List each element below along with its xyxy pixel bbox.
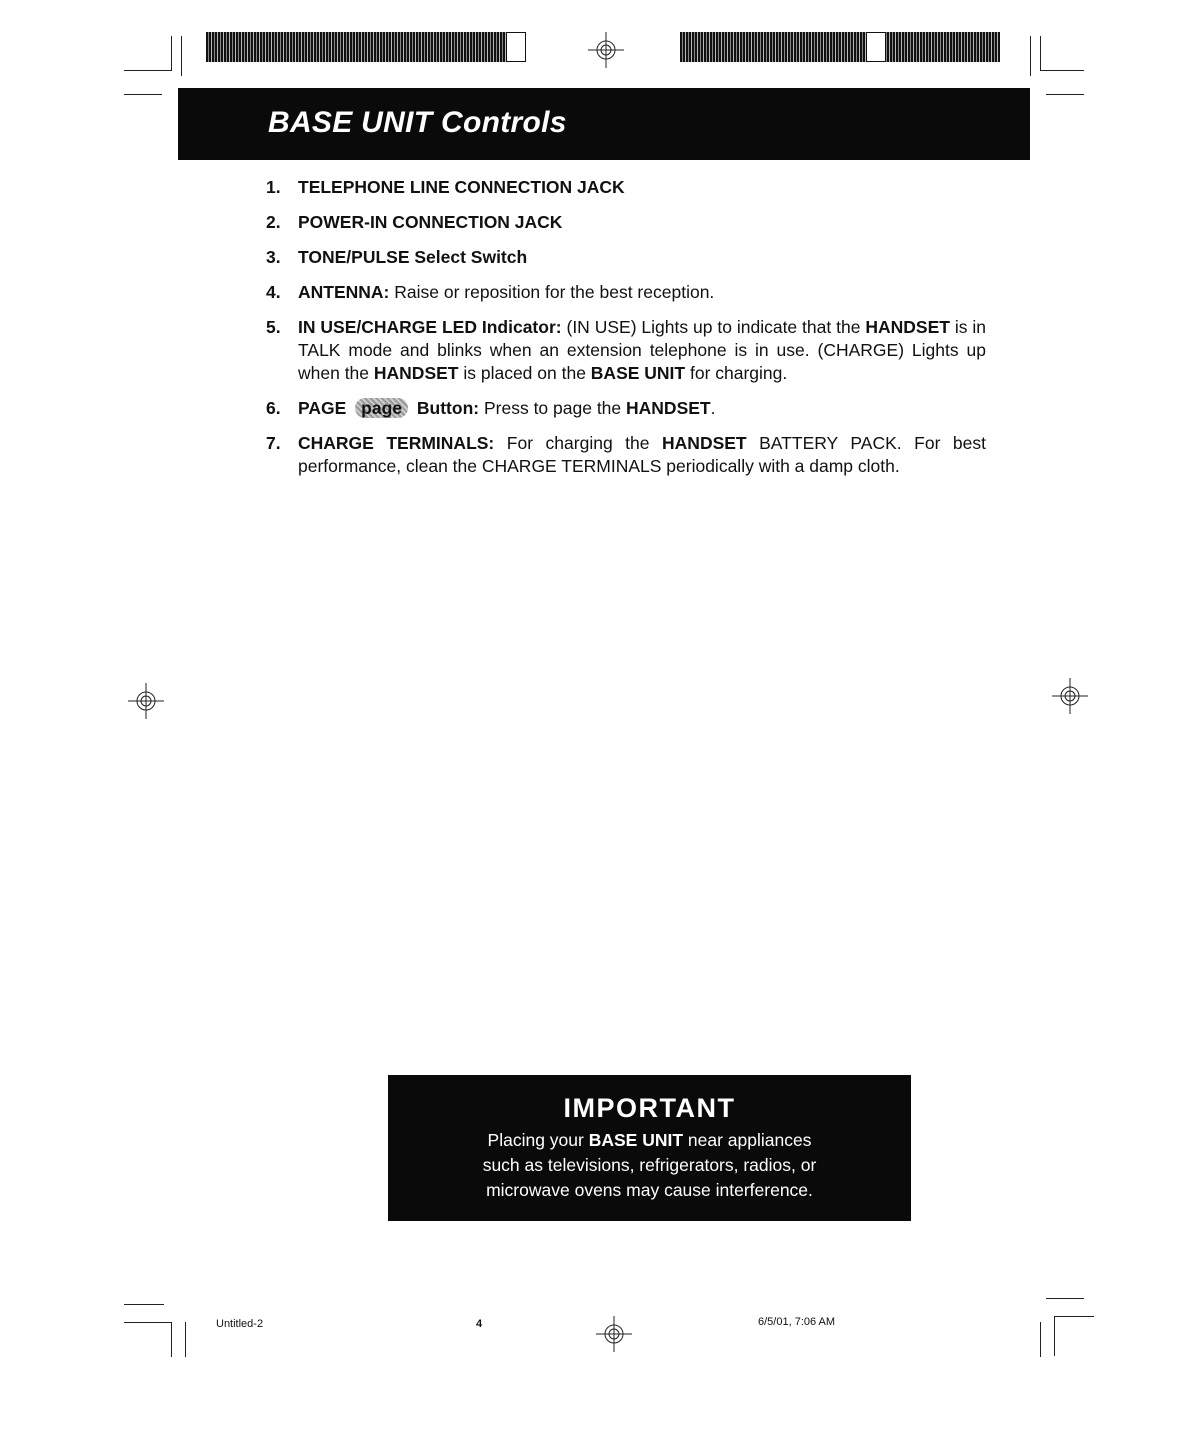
list-item	[264, 211, 986, 234]
crop-mark	[181, 36, 182, 76]
item-term: PAGE	[298, 398, 347, 418]
handset-term: HANDSET	[865, 317, 950, 337]
crop-mark	[124, 1304, 164, 1305]
section-header-bar	[178, 88, 1030, 160]
crop-mark	[1054, 1316, 1094, 1317]
crop-mark	[171, 36, 172, 71]
item-description: Press to page the	[479, 398, 627, 418]
registration-mark-icon	[588, 32, 624, 68]
registration-mark-icon	[128, 683, 164, 719]
crop-mark	[124, 1322, 172, 1323]
list-item	[264, 246, 986, 269]
footer-page-number: 4	[476, 1318, 483, 1330]
item-description: BATTERY PACK. For best performance, clean the CHARGE TERMINALS periodically with a damp cloth.	[298, 433, 986, 476]
calibration-bar-left-end	[506, 32, 526, 62]
list-item	[264, 432, 986, 478]
footer-filename: Untitled-2	[216, 1318, 264, 1330]
item-description: Raise or reposition for the best reception.	[389, 282, 715, 302]
item-number: 3.	[266, 247, 281, 267]
important-text: Placing your	[487, 1130, 589, 1150]
important-line-2: such as televisions, refrigerators, radios, or	[482, 1155, 817, 1175]
crop-mark	[171, 1322, 172, 1357]
base-unit-term: BASE UNIT	[590, 363, 686, 383]
handset-term: HANDSET	[662, 433, 747, 453]
important-line-1	[388, 1128, 911, 1153]
crop-mark	[1046, 1298, 1084, 1299]
controls-list	[264, 176, 986, 490]
handset-term: HANDSET	[373, 363, 459, 383]
item-number: 2.	[266, 212, 281, 232]
item-term: IN USE/CHARGE LED Indicator:	[298, 317, 562, 337]
crop-mark	[124, 70, 172, 71]
item-description: for charging.	[685, 363, 788, 383]
item-term: TELEPHONE LINE CONNECTION JACK	[298, 177, 625, 197]
crop-mark	[1040, 70, 1084, 71]
registration-mark-icon	[1052, 678, 1088, 714]
item-number: 7.	[266, 433, 281, 453]
page-button-icon: page	[355, 398, 408, 418]
important-notice	[388, 1075, 911, 1221]
crop-mark	[1040, 36, 1041, 71]
item-number: 1.	[266, 177, 281, 197]
crop-mark	[1030, 36, 1031, 76]
item-term: POWER-IN CONNECTION JACK	[298, 212, 563, 232]
crop-mark	[185, 1322, 186, 1357]
item-description: is placed on the	[458, 363, 591, 383]
item-number: 5.	[266, 317, 281, 337]
calibration-bar-right	[680, 32, 1000, 62]
calibration-bar-right-gap	[866, 32, 886, 62]
important-line-3: microwave ovens may cause interference.	[486, 1180, 813, 1200]
crop-mark	[1054, 1316, 1055, 1356]
item-description: .	[710, 398, 716, 418]
item-term-suffix: Button:	[416, 398, 480, 418]
list-item	[264, 281, 986, 304]
item-term: CHARGE TERMINALS:	[298, 433, 495, 453]
important-text: near appliances	[683, 1130, 812, 1150]
page-title: BASE UNIT Controls	[268, 106, 567, 139]
base-unit-term: BASE UNIT	[588, 1130, 684, 1150]
footer-timestamp: 6/5/01, 7:06 AM	[758, 1316, 836, 1328]
item-number: 6.	[266, 398, 281, 418]
important-title: IMPORTANT	[563, 1093, 736, 1123]
list-item	[264, 316, 986, 385]
crop-mark	[124, 94, 162, 95]
list-item	[264, 397, 986, 420]
handset-term: HANDSET	[626, 398, 711, 418]
item-description: is in TALK mode and blinks when an extension telephone is in use. (CHARGE) Lights up when the	[298, 317, 986, 383]
item-term: TONE/PULSE Select Switch	[298, 247, 528, 267]
item-description: (IN USE) Lights up to indicate that the	[561, 317, 866, 337]
crop-mark	[1040, 1322, 1041, 1357]
item-term: ANTENNA:	[298, 282, 390, 302]
crop-mark	[1046, 94, 1084, 95]
calibration-bar-left	[206, 32, 506, 62]
list-item	[264, 176, 986, 199]
registration-mark-icon	[596, 1316, 632, 1352]
item-number: 4.	[266, 282, 281, 302]
item-description: For charging the	[494, 433, 663, 453]
